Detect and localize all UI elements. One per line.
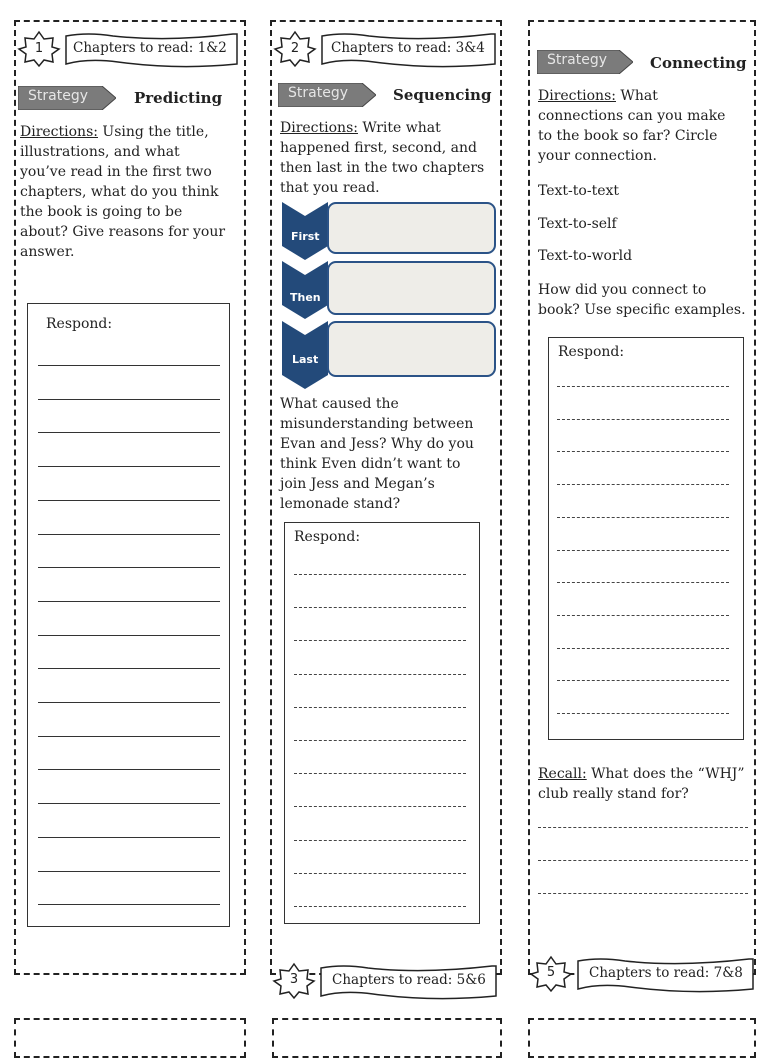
chapters-to-read: Chapters to read: 1&2 — [73, 40, 227, 56]
answer-line[interactable] — [38, 635, 220, 636]
sequence-label: Last — [292, 353, 319, 366]
sequence-label: First — [291, 230, 320, 243]
directions-label: Directions: — [538, 88, 616, 104]
answer-line[interactable] — [557, 582, 729, 583]
answer-line[interactable] — [38, 837, 220, 838]
answer-line[interactable] — [38, 668, 220, 669]
chapter-banner-1 — [18, 30, 240, 68]
answer-line[interactable] — [38, 567, 220, 568]
chapters-to-read: Chapters to read: 7&8 — [589, 965, 743, 981]
answer-line[interactable] — [38, 702, 220, 703]
answer-line[interactable] — [557, 517, 729, 518]
answer-line[interactable] — [294, 840, 466, 841]
answer-line[interactable] — [294, 640, 466, 641]
respond-label: Respond: — [294, 529, 361, 545]
chevron-down-icon — [282, 261, 328, 319]
directions-label: Directions: — [20, 124, 98, 140]
recall-answer-line[interactable] — [538, 827, 748, 828]
connection-option-text-to-self[interactable]: Text-to-self — [538, 216, 617, 232]
sequence-input[interactable] — [327, 261, 496, 315]
sequence-label: Then — [290, 291, 321, 304]
chapter-number: 2 — [290, 41, 300, 56]
sequence-row-first — [282, 202, 496, 256]
strategy-name: Connecting — [650, 54, 747, 72]
respond-label: Respond: — [558, 344, 625, 360]
strategy-tag — [18, 86, 116, 110]
strategy-tag-label: Strategy — [288, 85, 348, 101]
answer-line[interactable] — [38, 769, 220, 770]
respond-label: Respond: — [46, 316, 113, 332]
answer-line[interactable] — [38, 365, 220, 366]
directions-label: Directions: — [280, 120, 358, 136]
connection-option-text-to-text[interactable]: Text-to-text — [538, 183, 620, 199]
directions-text: Directions: Write what happened first, second, and then last in the two chapters that you read. — [280, 120, 485, 196]
answer-line[interactable] — [294, 773, 466, 774]
strategy-tag — [278, 83, 376, 107]
answer-line[interactable] — [557, 419, 729, 420]
recall-answer-line[interactable] — [538, 860, 748, 861]
chapter-number: 5 — [546, 965, 556, 980]
directions-text: Directions: Using the title, illustrations, and what you’ve read in the first two chapters, what do you think the book is going to be about? Give reasons for your answer. — [20, 124, 226, 260]
question-text: How did you connect to book? Use specific examples. — [538, 282, 746, 318]
answer-line[interactable] — [294, 574, 466, 575]
chapter-banner-2 — [274, 30, 498, 68]
strategy-name: Sequencing — [393, 86, 492, 104]
answer-line[interactable] — [294, 607, 466, 608]
bookmark-card-5 — [272, 1018, 502, 1058]
respond-box[interactable] — [548, 337, 744, 740]
connection-option-text-to-world[interactable]: Text-to-world — [538, 248, 633, 264]
next-chapter-banner — [530, 955, 756, 991]
answer-line[interactable] — [38, 803, 220, 804]
bookmark-card-4 — [14, 1018, 246, 1058]
answer-line[interactable] — [38, 871, 220, 872]
answer-line[interactable] — [557, 484, 729, 485]
recall-answer-line[interactable] — [538, 893, 748, 894]
answer-line[interactable] — [557, 550, 729, 551]
sequence-input[interactable] — [327, 321, 496, 377]
answer-line[interactable] — [38, 432, 220, 433]
answer-line[interactable] — [557, 386, 729, 387]
respond-box[interactable] — [284, 522, 480, 924]
strategy-tag-label: Strategy — [547, 52, 607, 68]
question-text: What caused the misunderstanding between Evan and Jess? Why do you think Even didn’t want to join Jess and Megan’s lemonade stand? — [280, 396, 474, 512]
sequence-row-then — [282, 261, 496, 315]
recall-label: Recall: — [538, 766, 587, 782]
recall-text: Recall: What does the “WHJ” club really stand for? — [538, 766, 745, 802]
answer-line[interactable] — [557, 615, 729, 616]
sequence-row-last — [282, 321, 496, 377]
answer-line[interactable] — [38, 500, 220, 501]
answer-line[interactable] — [294, 873, 466, 874]
answer-line[interactable] — [294, 906, 466, 907]
next-chapter-banner — [273, 962, 499, 998]
directions-text: Directions: What connections can you make to the book so far? Circle your connection. — [538, 88, 726, 164]
chapters-to-read: Chapters to read: 3&4 — [331, 40, 485, 56]
strategy-tag-label: Strategy — [28, 88, 88, 104]
strategy-name: Predicting — [134, 89, 223, 107]
answer-line[interactable] — [38, 736, 220, 737]
answer-line[interactable] — [557, 648, 729, 649]
answer-line[interactable] — [38, 466, 220, 467]
answer-line[interactable] — [294, 707, 466, 708]
answer-line[interactable] — [38, 904, 220, 905]
sequence-input[interactable] — [327, 202, 496, 254]
answer-line[interactable] — [557, 713, 729, 714]
answer-line[interactable] — [38, 534, 220, 535]
respond-box[interactable] — [27, 303, 230, 927]
chapter-number: 3 — [289, 972, 299, 987]
chapters-to-read: Chapters to read: 5&6 — [332, 972, 486, 988]
chapter-number: 1 — [34, 41, 44, 56]
answer-line[interactable] — [557, 451, 729, 452]
strategy-tag — [537, 50, 633, 74]
answer-line[interactable] — [294, 740, 466, 741]
answer-line[interactable] — [557, 680, 729, 681]
answer-line[interactable] — [38, 601, 220, 602]
answer-line[interactable] — [294, 674, 466, 675]
bookmark-card-6 — [528, 1018, 756, 1058]
answer-line[interactable] — [38, 399, 220, 400]
answer-line[interactable] — [294, 806, 466, 807]
